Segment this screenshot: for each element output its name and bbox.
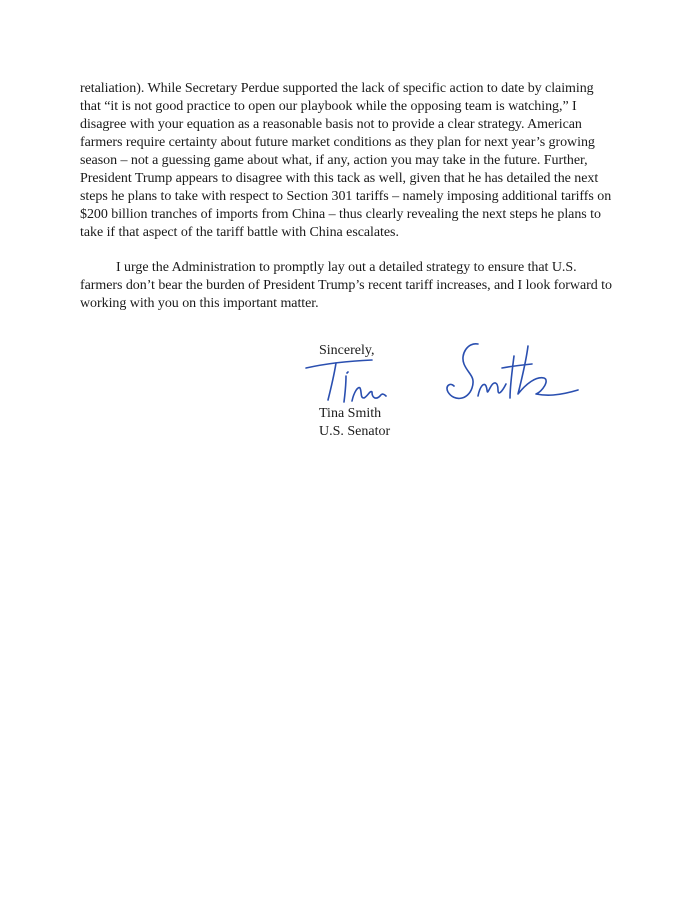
paragraph-line: working with you on this important matter. <box>80 296 319 311</box>
paragraph-line: farmers don’t bear the burden of President Trump’s recent tariff increases, and I look forward to <box>80 278 612 293</box>
paragraph-line: season – not a guessing game about what, if any, action you may take in the future. Further, <box>80 153 588 168</box>
paragraph-line: steps he plans to take with respect to Section 301 tariffs – namely imposing additional tariffs on <box>80 189 612 204</box>
paragraph-line: farmers require certainty about future market conditions as they plan for next year’s growing <box>80 135 595 150</box>
paragraph-line: disagree with your equation as a reasonable basis not to provide a clear strategy. American <box>80 117 582 132</box>
paragraph-line: take if that aspect of the tariff battle with China escalates. <box>80 225 399 240</box>
paragraph-line: that “it is not good practice to open our playbook while the opposing team is watching,” I <box>80 99 577 114</box>
paragraph-line: President Trump appears to disagree with this tack as well, given that he has detailed the next <box>80 171 599 186</box>
signer-name: Tina Smith <box>319 406 382 421</box>
handwritten-signature <box>300 326 600 416</box>
signer-title: U.S. Senator <box>319 424 391 439</box>
paragraph-line: I urge the Administration to promptly lay out a detailed strategy to ensure that U.S. <box>116 260 577 275</box>
closing-salutation: Sincerely, <box>319 343 375 358</box>
paragraph-line: retaliation). While Secretary Perdue supported the lack of specific action to date by claiming <box>80 81 594 96</box>
signature-text <box>0 0 1 1</box>
paragraph-line: $200 billion tranches of imports from China – thus clearly revealing the next steps he plans to <box>80 207 601 222</box>
